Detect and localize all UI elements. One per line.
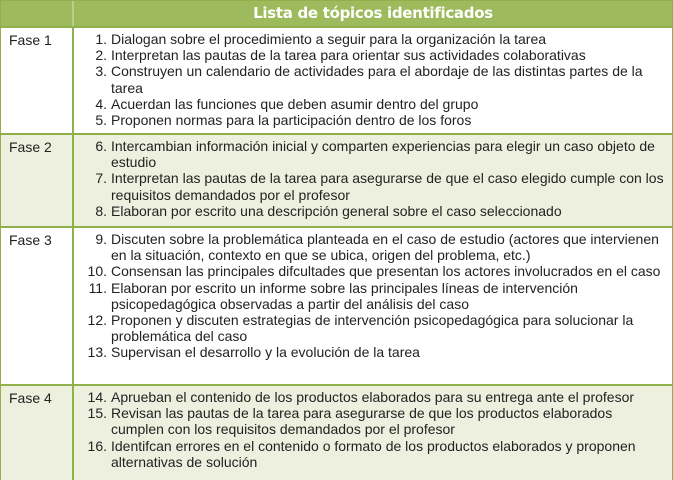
item-number: 4.: [95, 95, 107, 112]
header-empty-cell: [1, 1, 74, 26]
table-row-fase-1: [1, 28, 672, 135]
list-item: [74, 96, 668, 112]
list-item: [74, 438, 668, 470]
item-text: Aprueban el contenido de los productos elaborados para su entrega ante el profesor: [111, 389, 635, 405]
table-row-fase-3: [1, 228, 672, 386]
item-number: 7.: [95, 170, 107, 187]
topic-list: [74, 228, 672, 384]
item-text: Supervisan el desarrollo y la evolución de la tarea: [111, 344, 420, 361]
item-number: 12.: [87, 312, 107, 329]
item-number: 11.: [88, 279, 107, 296]
list-item: [74, 312, 668, 344]
table-title: Lista de tópicos identificados: [253, 4, 493, 22]
phase-label: Fase 1: [1, 28, 74, 133]
phase-label: Fase 3: [1, 228, 74, 384]
item-text: Consensan las principales difcultades que presentan los actores involucrados en el caso: [111, 263, 661, 280]
list-item: [74, 138, 668, 170]
table-row-fase-2: [1, 135, 672, 228]
item-number: 5.: [95, 112, 107, 129]
item-text: Discuten sobre la problemática planteada en el caso de estudio (actores que intervienen en la situación, contexto en que se ubica, origen del problema, etc.): [111, 231, 659, 264]
item-number: 10.: [87, 263, 107, 280]
item-number: 2.: [95, 47, 107, 64]
list-item: [74, 344, 668, 360]
item-text: Elaboran por escrito una descripción general sobre el caso seleccionado: [111, 202, 562, 219]
item-text: Construyen un calendario de actividades para el abordaje de las distintas partes de la tarea: [111, 63, 643, 96]
list-item: [74, 170, 668, 202]
item-number: 8.: [95, 202, 107, 219]
item-text: Interpretan las pautas de la tarea para orientar sus actividades colaborativas: [111, 47, 586, 64]
list-item: [74, 280, 668, 312]
phase-label: Fase 2: [1, 135, 74, 226]
item-number: 6.: [95, 138, 107, 154]
list-item: [74, 405, 668, 437]
list-item: [74, 389, 668, 405]
item-text: Acuerdan las funciones que deben asumir dentro del grupo: [111, 95, 479, 112]
list-item: [74, 231, 668, 263]
topic-list: [74, 135, 672, 226]
item-number: 3.: [95, 63, 107, 80]
table-row-fase-4: [1, 386, 672, 480]
item-number: 14.: [87, 389, 107, 405]
table-header: [1, 1, 672, 28]
list-item: [74, 263, 668, 279]
item-number: 15.: [87, 405, 107, 422]
item-number: 13.: [87, 344, 107, 361]
item-text: Revisan las pautas de la tarea para asegurarse de que los productos elaborados cumplen con los requisitos demandados por el profesor: [111, 405, 613, 438]
list-item: [74, 63, 668, 95]
item-text: Interpretan las pautas de la tarea para asegurarse de que el caso elegido cumple con los requisitos demandados por el profesor: [111, 170, 664, 203]
list-item: [74, 47, 668, 63]
item-number: 1.: [95, 31, 107, 47]
item-text: Identifcan errores en el contenido o formato de los productos elaborados y proponen alternativas de solución: [111, 437, 636, 470]
item-text: Intercambian información inicial y comparten experiencias para elegir un caso objeto de estudio: [111, 138, 655, 171]
topic-list: [74, 28, 672, 133]
list-item: [74, 31, 668, 47]
topic-list: [74, 386, 672, 480]
phase-label: Fase 4: [1, 386, 74, 480]
item-text: Proponen y discuten estrategias de intervención psicopedagógica para solucionar la problemática del caso: [111, 312, 634, 345]
item-text: Elaboran por escrito un informe sobre las principales líneas de intervención psicopedagógica observadas a partir del análisis del caso: [111, 279, 578, 312]
item-text: Proponen normas para la participación dentro de los foros: [111, 112, 472, 129]
item-number: 16.: [87, 437, 107, 454]
item-number: 9.: [95, 231, 107, 247]
list-item: [74, 112, 668, 128]
list-item: [74, 203, 668, 219]
item-text: Dialogan sobre el procedimiento a seguir para la organización la tarea: [111, 31, 547, 47]
